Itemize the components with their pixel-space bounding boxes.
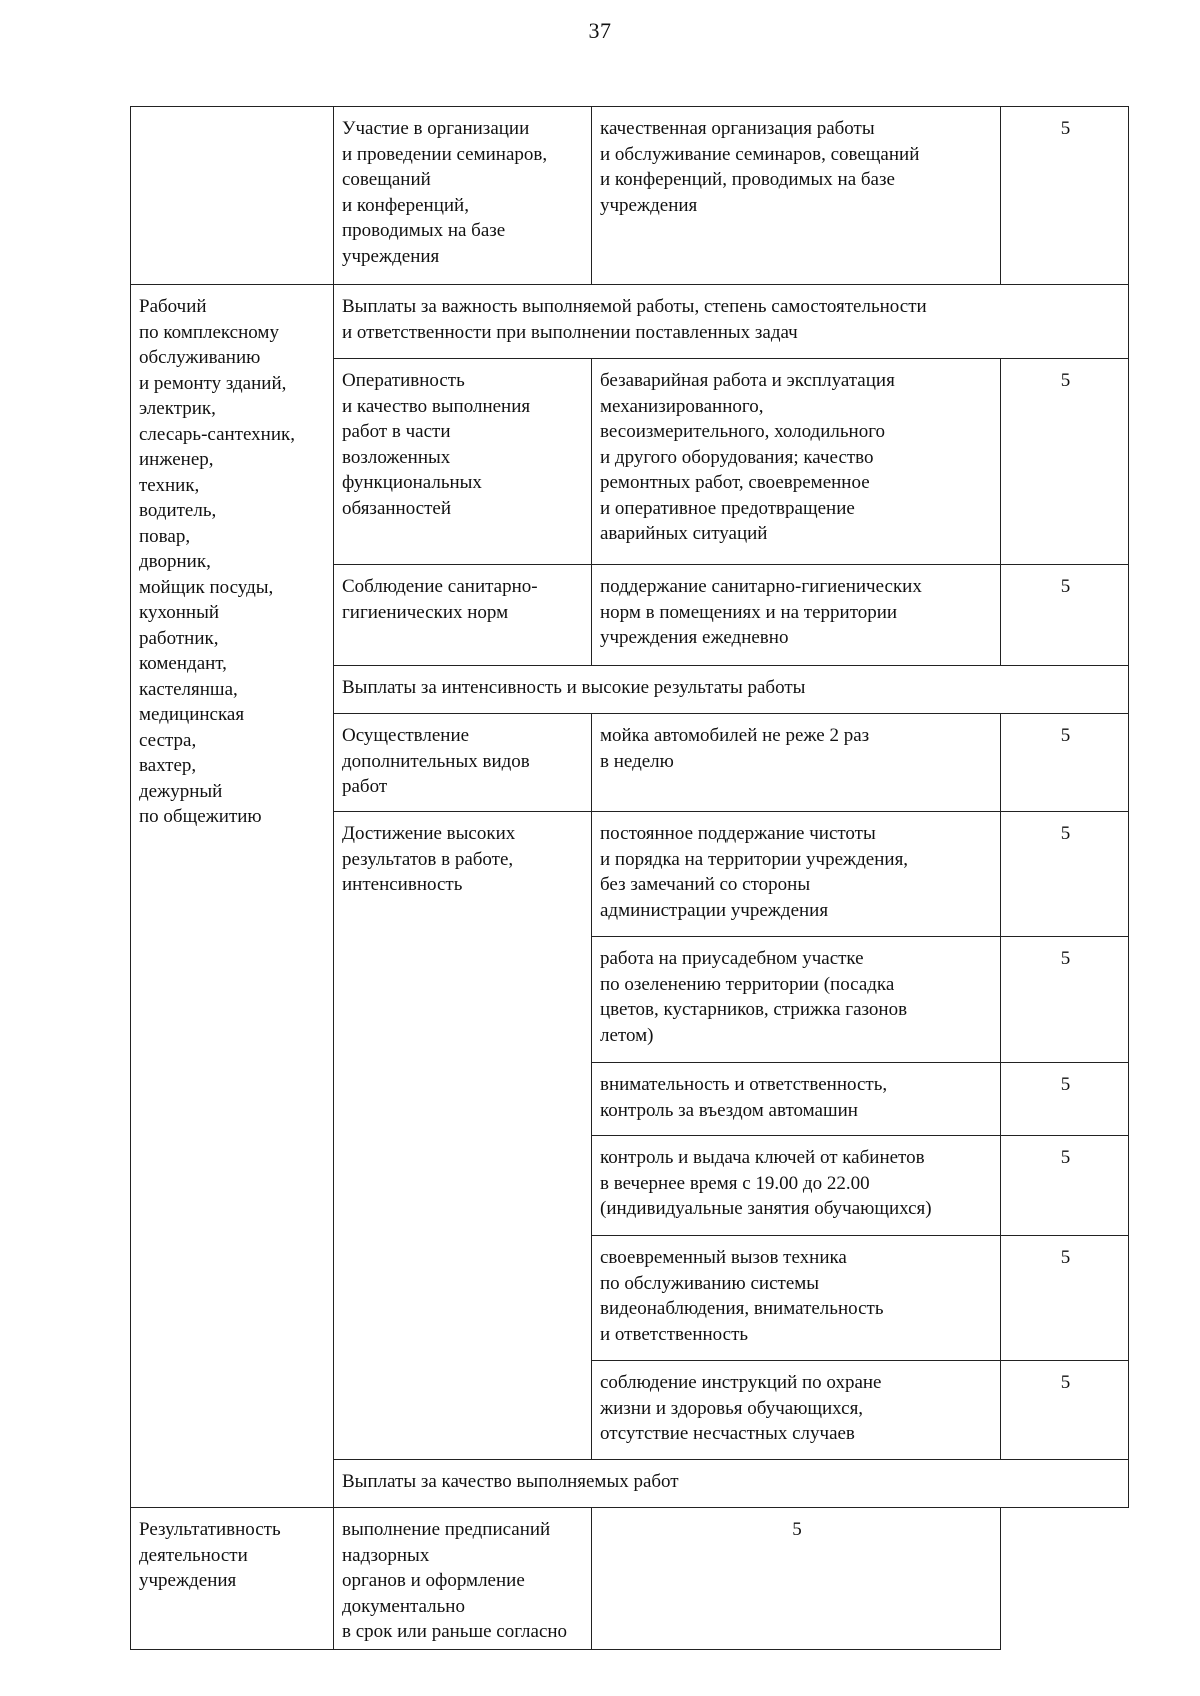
section-row [131,285,1129,359]
criterion-cell: работа на приусадебном участке по озеленению территории (посадка цветов, кустарников, стрижка газонов летом) [592,937,1001,1063]
bonus-criteria-table [130,106,1129,1650]
criterion-cell: поддержание санитарно-гигиенических норм в помещениях и на территории учреждения ежедневно [592,565,1001,666]
indicator-cell: Участие в организации и проведении семинаров, совещаний и конференций, проводимых на базе учреждения [334,107,592,285]
criterion-cell: качественная организация работы и обслуживание семинаров, совещаний и конференций, проводимых на базе учреждения [592,107,1001,285]
section-header-intensity: Выплаты за интенсивность и высокие результаты работы [334,666,1129,714]
score-cell: 5 [592,1508,1001,1650]
score-cell: 5 [1001,937,1129,1063]
page-number: 37 [588,18,612,43]
indicator-cell: Соблюдение санитарно- гигиенических норм [334,565,592,666]
indicator-cell: Достижение высоких результатов в работе, интенсивность [334,812,592,1460]
score-cell: 5 [1001,107,1129,285]
score-cell: 5 [1001,1063,1129,1136]
indicator-cell: Оперативность и качество выполнения работ в части возложенных функциональных обязанностей [334,359,592,565]
position-list-cell: Рабочий по комплексному обслуживанию и ремонту зданий, электрик, слесарь-сантехник, инженер, техник, водитель, повар, дворник, мойщик посуды, кухонный работник, комендант, кастелянша, медицинская сестра, вахтер, дежурный по общежитию [131,285,334,1508]
table-row [131,1508,1129,1650]
score-cell: 5 [1001,1236,1129,1361]
criterion-cell: выполнение предписаний надзорных органов и оформление документально в срок или раньше согласно [334,1508,592,1650]
criterion-cell: своевременный вызов техника по обслуживанию системы видеонаблюдения, внимательность и ответственность [592,1236,1001,1361]
score-cell: 5 [1001,812,1129,937]
criterion-cell: мойка автомобилей не реже 2 раз в неделю [592,714,1001,812]
score-cell: 5 [1001,565,1129,666]
section-header-quality: Выплаты за качество выполняемых работ [334,1460,1129,1508]
criterion-cell: постоянное поддержание чистоты и порядка на территории учреждения, без замечаний со стороны администрации учреждения [592,812,1001,937]
table-row [131,107,1129,285]
criterion-cell: соблюдение инструкций по охране жизни и здоровья обучающихся, отсутствие несчастных случаев [592,1361,1001,1460]
score-cell: 5 [1001,1361,1129,1460]
score-cell: 5 [1001,714,1129,812]
criterion-cell: контроль и выдача ключей от кабинетов в вечернее время с 19.00 до 22.00 (индивидуальные занятия обучающихся) [592,1136,1001,1236]
criterion-cell: внимательность и ответственность, контроль за въездом автомашин [592,1063,1001,1136]
section-header-importance: Выплаты за важность выполняемой работы, степень самостоятельности и ответственности при выполнении поставленных задач [334,285,1129,359]
empty-position-cell [131,107,334,285]
criterion-cell: безаварийная работа и эксплуатация механизированного, весоизмерительного, холодильного и другого оборудования; качество ремонтных работ, своевременное и оперативное предотвращение аварийных ситуаций [592,359,1001,565]
score-cell: 5 [1001,359,1129,565]
indicator-cell: Результативность деятельности учреждения [131,1508,334,1650]
score-cell: 5 [1001,1136,1129,1236]
indicator-cell: Осуществление дополнительных видов работ [334,714,592,812]
